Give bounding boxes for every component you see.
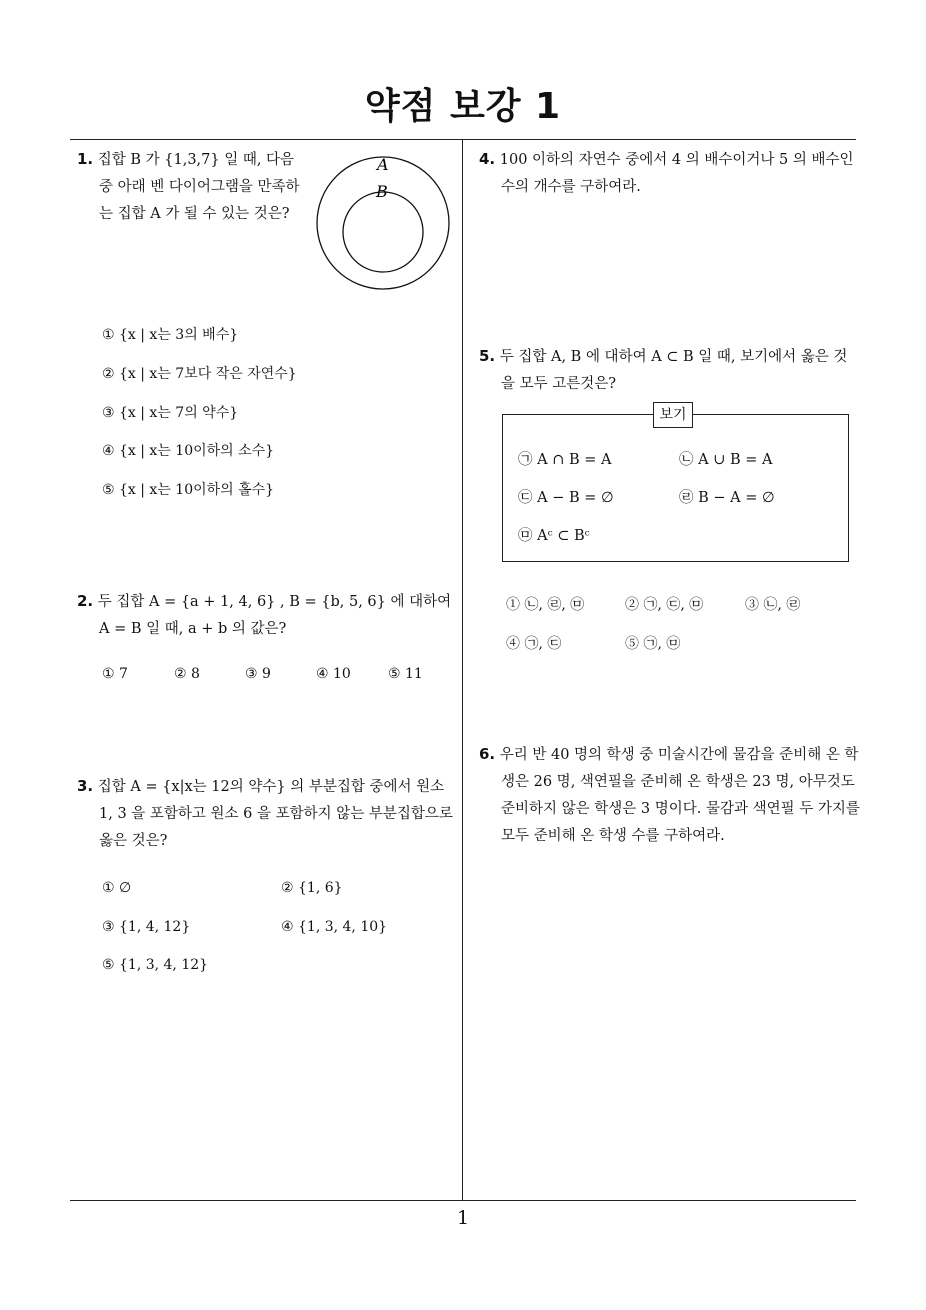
q2-option-2[interactable]: ② 8 <box>174 666 200 682</box>
question-number: 3. <box>77 777 94 795</box>
venn-set-b-circle <box>343 192 423 272</box>
q2-option-4[interactable]: ④ 10 <box>316 666 351 682</box>
question-number: 6. <box>479 745 496 763</box>
question-text: 100 이하의 자연수 중에서 4 의 배수이거나 5 의 배수인 수의 개수를 구하여라. <box>499 152 854 195</box>
q2-option-5[interactable]: ⑤ 11 <box>388 666 423 682</box>
q1-option-4[interactable]: ④ {x | x는 10이하의 소수} <box>102 443 275 459</box>
q1-option-1[interactable]: ① {x | x는 3의 배수} <box>102 327 239 343</box>
q3-option-2[interactable]: ② {1, 6} <box>281 880 343 896</box>
q5-option-5[interactable]: ⑤ ㉠, ㉤ <box>625 636 681 652</box>
example-item-2: ㉡ A ∪ B = A <box>679 452 773 468</box>
q1-option-2[interactable]: ② {x | x는 7보다 작은 자연수} <box>102 366 297 382</box>
q2-option-1[interactable]: ① 7 <box>102 666 128 682</box>
question-1 <box>77 146 302 228</box>
q3-option-4[interactable]: ④ {1, 3, 4, 10} <box>281 919 388 935</box>
example-item-3: ㉢ A − B = ∅ <box>518 490 614 506</box>
question-number: 5. <box>479 347 496 365</box>
question-2 <box>77 588 457 643</box>
q1-option-5[interactable]: ⑤ {x | x는 10이하의 홀수} <box>102 482 275 498</box>
page-title: 약점 보강 1 <box>364 86 562 127</box>
q3-option-1[interactable]: ① ∅ <box>102 880 132 896</box>
question-text: 두 집합 A, B 에 대하여 A ⊂ B 일 때, 보기에서 옳은 것을 모두 고른것은? <box>499 349 848 392</box>
q5-option-1[interactable]: ① ㉡, ㉣, ㉤ <box>506 597 585 613</box>
top-divider <box>70 139 856 140</box>
question-6 <box>479 741 861 850</box>
example-item-4: ㉣ B − A = ∅ <box>679 490 775 506</box>
bottom-divider <box>70 1200 856 1201</box>
question-text: 우리 반 40 명의 학생 중 미술시간에 물감을 준비해 온 학생은 26 명, 색연필을 준비해 온 학생은 23 명, 아무것도 준비하지 않은 학생은 3 명이다. 물감과 색연필 두 가지를 모두 준비해 온 학생 수를 구하여라. <box>499 747 860 844</box>
q1-option-3[interactable]: ③ {x | x는 7의 약수} <box>102 405 239 421</box>
question-text: 집합 B 가 {1,3,7} 일 때, 다음 중 아래 벤 다이어그램을 만족하는 집합 A 가 될 수 있는 것은? <box>97 152 300 222</box>
example-item-1: ㉠ A ∩ B = A <box>518 452 612 468</box>
question-number: 4. <box>479 150 496 168</box>
example-item-5: ㉤ Aᶜ ⊂ Bᶜ <box>518 528 590 544</box>
question-number: 1. <box>77 150 94 168</box>
venn-label-b: B <box>376 182 388 201</box>
example-box-label: 보기 <box>653 402 693 428</box>
q5-option-2[interactable]: ② ㉠, ㉢, ㉤ <box>625 597 704 613</box>
page-number: 1 <box>456 1207 470 1229</box>
venn-diagram <box>310 148 460 296</box>
question-4 <box>479 146 861 201</box>
question-5 <box>479 343 861 398</box>
question-text: 집합 A = {x|x는 12의 약수} 의 부분집합 중에서 원소 1, 3 을 포함하고 원소 6 을 포함하지 않는 부분집합으로 옳은 것은? <box>97 779 453 849</box>
q3-option-5[interactable]: ⑤ {1, 3, 4, 12} <box>102 957 209 973</box>
q5-option-3[interactable]: ③ ㉡, ㉣ <box>745 597 801 613</box>
q2-option-3[interactable]: ③ 9 <box>245 666 271 682</box>
venn-set-a-circle <box>317 157 449 289</box>
venn-label-a: A <box>377 155 389 174</box>
q5-option-4[interactable]: ④ ㉠, ㉢ <box>506 636 562 652</box>
question-3 <box>77 773 457 855</box>
question-text: 두 집합 A = {a + 1, 4, 6} , B = {b, 5, 6} 에 대하여 A = B 일 때, a + b 의 값은? <box>97 594 452 637</box>
question-number: 2. <box>77 592 94 610</box>
column-divider <box>462 139 463 1201</box>
q3-option-3[interactable]: ③ {1, 4, 12} <box>102 919 191 935</box>
